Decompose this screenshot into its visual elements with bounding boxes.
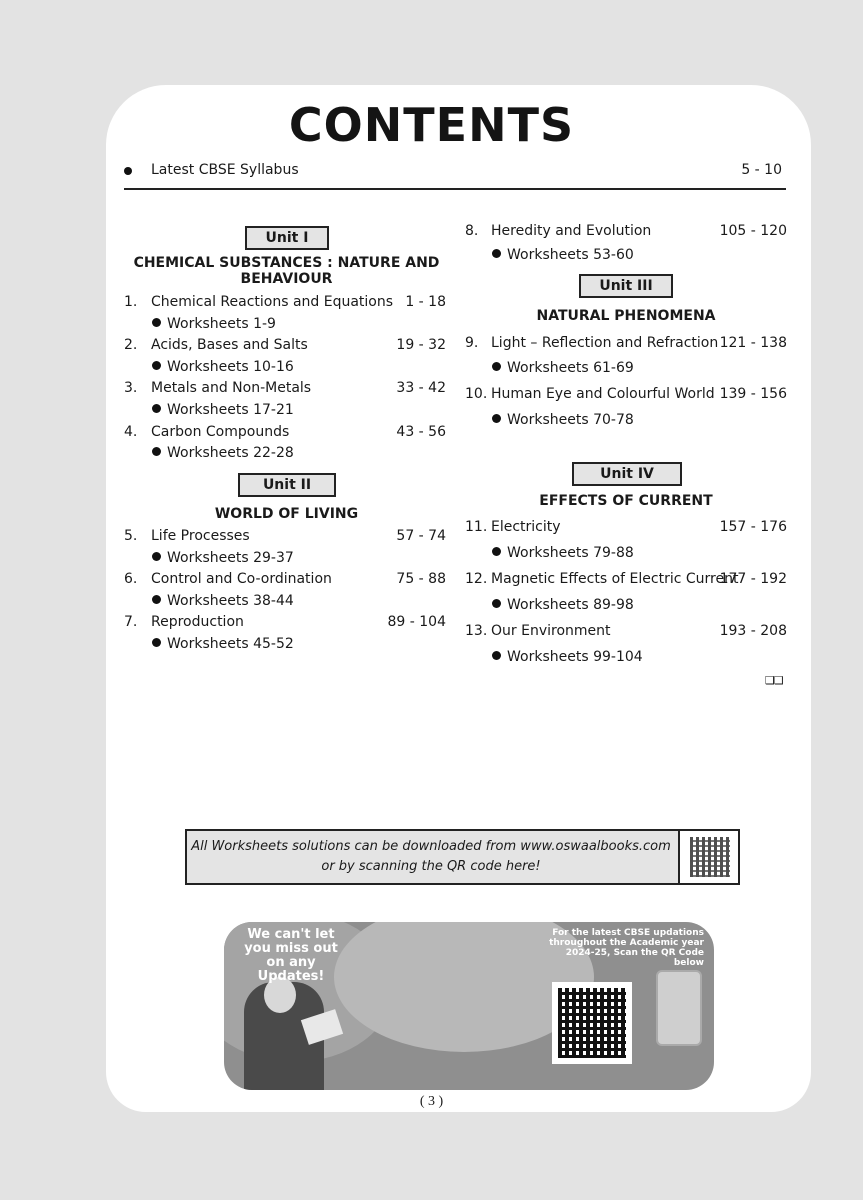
chapter-title: Carbon Compounds: [151, 424, 290, 440]
chapter-pages: 121 - 138: [719, 335, 787, 351]
chapter-pages: 105 - 120: [719, 223, 787, 239]
bullet-icon: [492, 651, 501, 660]
chapter-number: 13.: [465, 623, 488, 639]
chapter-title: Chemical Reactions and Equations: [151, 294, 394, 310]
chapter-number: 4.: [124, 424, 138, 440]
chapter-number: 12.: [465, 571, 488, 587]
chapter-number: 1.: [124, 294, 138, 310]
chapter-number: 8.: [465, 223, 479, 239]
chapter-pages: 33 - 42: [396, 380, 446, 396]
worksheet-label: Worksheets 53-60: [507, 247, 634, 263]
worksheet-label: Worksheets 45-52: [167, 636, 294, 652]
worksheet-label: Worksheets 89-98: [507, 597, 634, 613]
chapter-number: 6.: [124, 571, 138, 587]
banner-qr-code[interactable]: [552, 982, 632, 1064]
unit-1-badge: Unit I: [245, 226, 329, 250]
bullet-icon: [152, 638, 161, 647]
chapter-pages: 57 - 74: [396, 528, 446, 544]
chapter-pages: 193 - 208: [719, 623, 787, 639]
unit-1-heading-line1: CHEMICAL SUBSTANCES : NATURE AND: [133, 255, 440, 271]
worksheet-item: [492, 247, 634, 263]
chapter-title: Electricity: [491, 519, 561, 535]
note-line-2: or by scanning the QR code here!: [321, 859, 541, 874]
bullet-icon: [492, 547, 501, 556]
qr-code-cell: [678, 831, 738, 883]
worksheet-item: [492, 545, 634, 561]
worksheet-label: Worksheets 70-78: [507, 412, 634, 428]
chapter-title: Reproduction: [151, 614, 244, 630]
worksheet-item: [152, 445, 294, 461]
chapter-title: Our Environment: [491, 623, 611, 639]
worksheet-label: Worksheets 79-88: [507, 545, 634, 561]
chapter-title: Acids, Bases and Salts: [151, 337, 308, 353]
bullet-icon: [152, 404, 161, 413]
chapter-number: 7.: [124, 614, 138, 630]
unit-3-badge: Unit III: [579, 274, 673, 298]
phone-illustration: [656, 970, 702, 1046]
worksheet-item: [152, 593, 294, 609]
chapter-pages: 157 - 176: [719, 519, 787, 535]
bullet-icon: [152, 552, 161, 561]
page-title: CONTENTS: [288, 98, 575, 152]
worksheet-item: [152, 550, 294, 566]
worksheet-label: Worksheets 99-104: [507, 649, 643, 665]
worksheet-item: [152, 402, 294, 418]
unit-2-heading: WORLD OF LIVING: [214, 506, 359, 522]
worksheet-item: [152, 359, 294, 375]
chapter-number: 5.: [124, 528, 138, 544]
updates-banner: [224, 922, 714, 1090]
bullet-icon: [492, 599, 501, 608]
unit-2-badge: Unit II: [238, 473, 336, 497]
solutions-note: [185, 829, 740, 885]
banner-right-text: For the latest CBSE updations throughout the Academic year 2024-25, Scan the QR Code below: [549, 928, 704, 968]
worksheet-label: Worksheets 1-9: [167, 316, 276, 332]
syllabus-label: Latest CBSE Syllabus: [151, 162, 299, 178]
page-number: ( 3 ): [419, 1094, 444, 1109]
bullet-icon: [492, 249, 501, 258]
worksheet-item: [492, 649, 643, 665]
chapter-pages: 75 - 88: [396, 571, 446, 587]
unit-4-heading: EFFECTS OF CURRENT: [539, 493, 713, 509]
chapter-number: 3.: [124, 380, 138, 396]
chapter-pages: 19 - 32: [396, 337, 446, 353]
bullet-icon: [152, 318, 161, 327]
bullet-icon: [492, 414, 501, 423]
chapter-title: Life Processes: [151, 528, 250, 544]
chapter-title: Human Eye and Colourful World: [491, 386, 715, 402]
chapter-number: 2.: [124, 337, 138, 353]
chapter-pages: 139 - 156: [719, 386, 787, 402]
worksheet-label: Worksheets 17-21: [167, 402, 294, 418]
worksheet-label: Worksheets 38-44: [167, 593, 294, 609]
worksheet-label: Worksheets 61-69: [507, 360, 634, 376]
chapter-title: Light – Reflection and Refraction: [491, 335, 719, 351]
chapter-title: Control and Co-ordination: [151, 571, 332, 587]
chapter-pages: 1 - 18: [405, 294, 446, 310]
worksheet-label: Worksheets 29-37: [167, 550, 294, 566]
chapter-title: Heredity and Evolution: [491, 223, 652, 239]
worksheet-item: [152, 636, 294, 652]
bullet-icon: [124, 167, 132, 175]
unit-1-heading: [124, 255, 449, 287]
chapter-number: 11.: [465, 519, 488, 535]
chapter-pages: 89 - 104: [387, 614, 446, 630]
chapter-pages: 177 - 192: [719, 571, 787, 587]
worksheet-item: [492, 597, 634, 613]
worksheet-item: [492, 360, 634, 376]
note-text: [187, 837, 675, 877]
chapter-title: Magnetic Effects of Electric Current: [491, 571, 739, 587]
worksheet-label: Worksheets 10-16: [167, 359, 294, 375]
banner-left-text: We can't let you miss out on any Updates!: [244, 927, 338, 984]
syllabus-pages: 5 - 10: [741, 162, 782, 178]
chapter-number: 9.: [465, 335, 479, 351]
note-line-1: All Worksheets solutions can be downloaded from www.oswaalbooks.com: [191, 839, 671, 854]
chapter-number: 10.: [465, 386, 488, 402]
worksheet-item: [492, 412, 634, 428]
qr-code-icon: [558, 988, 626, 1058]
chapter-title: Metals and Non-Metals: [151, 380, 312, 396]
bullet-icon: [152, 595, 161, 604]
unit-3-heading: NATURAL PHENOMENA: [536, 308, 716, 324]
bullet-icon: [152, 361, 161, 370]
unit-4-badge: Unit IV: [572, 462, 682, 486]
chapter-pages: 43 - 56: [396, 424, 446, 440]
bullet-icon: [492, 362, 501, 371]
worksheet-item: [152, 316, 276, 332]
bullet-icon: [152, 447, 161, 456]
unit-1-heading-line2: BEHAVIOUR: [240, 271, 333, 287]
qr-code-icon[interactable]: [690, 837, 730, 877]
worksheet-label: Worksheets 22-28: [167, 445, 294, 461]
end-mark-icon: ❑❑: [765, 674, 783, 687]
syllabus-row: [124, 160, 786, 190]
